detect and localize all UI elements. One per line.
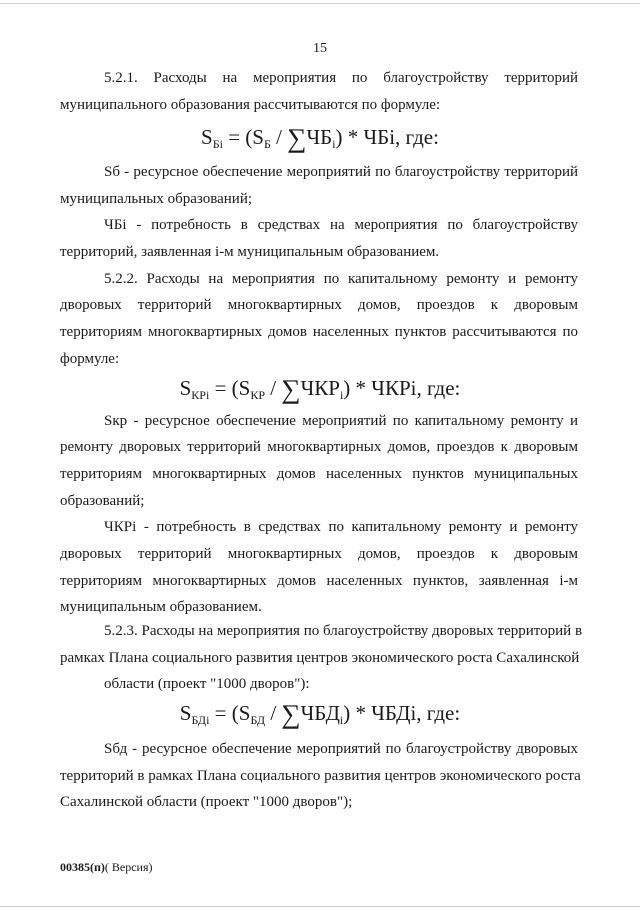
footer — [60, 860, 153, 875]
text-line: дворовых территорий многоквартирных домов, проездов к дворовым — [60, 546, 578, 562]
formula-eq: = (S — [209, 376, 251, 400]
formula-sub3: i — [339, 388, 344, 402]
footer-version: ( Версия) — [104, 860, 153, 874]
text-line: территорий в рамках Плана социального развития центров экономического роста — [60, 768, 581, 784]
formula-sub2: КР — [250, 388, 266, 402]
formula-part: ЧКР — [300, 376, 340, 400]
text-line: образований; — [60, 493, 145, 509]
formula-sigma: ∑ — [281, 699, 301, 729]
text-line: формуле: — [60, 351, 120, 367]
text-line: Sкр - ресурсное обеспечение мероприятий по капитальному ремонту и — [104, 413, 578, 429]
formula-sub1: Бi — [212, 137, 223, 151]
text-line: рамках Плана социального развития центров экономического роста Сахалинской — [60, 650, 580, 666]
formula-mid: / — [265, 376, 282, 400]
text-line: области (проект "1000 дворов"): — [104, 676, 310, 692]
text-line: муниципальных образований; — [60, 191, 253, 207]
text-line: ЧКРi - потребность в средствах по капитальному ремонту и ремонту — [104, 519, 578, 535]
footer-code: 00385(п) — [60, 860, 105, 874]
text-line: 5.2.3. Расходы на мероприятия по благоустройству дворовых территорий в — [104, 623, 583, 639]
formula-sub1: КРi — [191, 388, 210, 402]
text-line: 5.2.1. Расходы на мероприятия по благоустройству территорий — [104, 70, 578, 86]
text-line: территориям многоквартирных домов населенных пунктов, заявленная i-м — [60, 573, 578, 589]
formula-tail: ) * ЧБi, где: — [335, 125, 439, 149]
formula — [0, 124, 640, 157]
text-line: территориям многоквартирных домов населенных пунктов рассчитываются по — [60, 324, 578, 340]
scan-edge-bottom — [0, 906, 640, 907]
formula-s: S — [179, 701, 192, 725]
formula-sub2: БД — [250, 713, 266, 727]
text-line: территориям многоквартирных домов населенных пунктов муниципальных — [60, 466, 578, 482]
formula-s: S — [179, 376, 192, 400]
formula-tail: ) * ЧКРi, где: — [343, 376, 461, 400]
formula-sub3: i — [339, 713, 344, 727]
formula — [0, 375, 640, 408]
formula-mid: / — [270, 125, 288, 149]
formula-sigma: ∑ — [287, 123, 307, 153]
formula-tail: ) * ЧБДi, где: — [343, 701, 461, 725]
formula-sub2: Б — [263, 137, 271, 151]
text-line: муниципальным образованием. — [60, 599, 262, 615]
text-line: 5.2.2. Расходы на мероприятия по капитальному ремонту и ремонту — [104, 271, 578, 287]
page-number: 15 — [313, 41, 327, 56]
formula-sigma: ∑ — [281, 374, 301, 404]
formula-part: ЧБ — [306, 125, 333, 149]
formula — [0, 700, 640, 733]
scan-edge-top — [0, 3, 640, 4]
text-line: муниципального образования рассчитываются по формуле: — [60, 97, 441, 113]
formula-eq: = (S — [222, 125, 264, 149]
text-line: Sб - ресурсное обеспечение мероприятий по благоустройству территорий — [104, 164, 578, 180]
formula-s: S — [201, 125, 213, 149]
formula-sub1: БДi — [191, 713, 210, 727]
text-line: ремонту дворовых территорий многоквартирных домов, проездов к дворовым — [60, 439, 578, 455]
text-line: Sбд - ресурсное обеспечение мероприятий по благоустройству дворовых — [104, 741, 578, 757]
formula-sub3: i — [332, 137, 336, 151]
formula-part: ЧБД — [300, 701, 340, 725]
text-line: Сахалинской области (проект "1000 дворов"); — [60, 794, 353, 810]
formula-mid: / — [265, 701, 282, 725]
formula-eq: = (S — [209, 701, 251, 725]
text-line: территорий, заявленная i-м муниципальным образованием. — [60, 244, 440, 260]
text-line: дворовых территорий многоквартирных домов, проездов к дворовым — [60, 297, 578, 313]
text-line: ЧБi - потребность в средствах на мероприятия по благоустройству — [104, 217, 578, 233]
